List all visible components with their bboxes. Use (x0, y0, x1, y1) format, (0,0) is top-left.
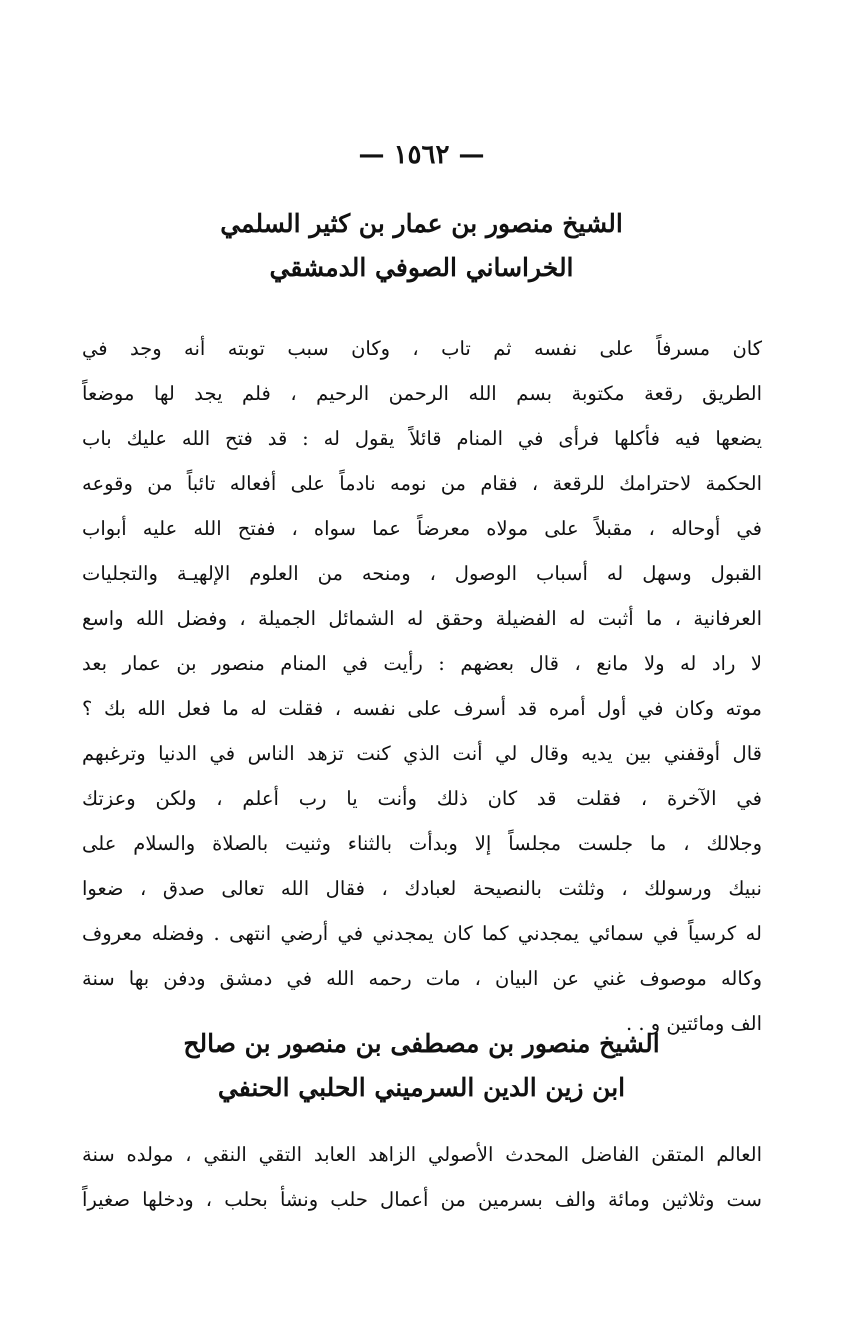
entry-body-mansur-ibn-mustafa (82, 1132, 762, 1222)
text-line: في الآخرة ، فقلت قد كان ذلك وأنت يا رب أعلم ، ولكن وعزتك (82, 787, 762, 810)
text-line: نبيك ورسولك ، وثلثت بالنصيحة لعبادك ، فقال الله تعالى صدق ، ضعوا (82, 877, 762, 900)
text-line: الحكمة لاحترامك للرقعة ، فقام من نومه نادماً على أفعاله تائباً من وقوعه (82, 472, 762, 495)
text-line: يضعها فيه فأكلها فرأى في المنام قائلاً يقول له : قد فتح الله عليك باب (82, 427, 762, 450)
text-line: العالم المتقن الفاضل المحدث الأصولي الزاهد العابد التقي النقي ، مولده سنة (82, 1143, 762, 1166)
page-number: — ١٥٦٢ — (358, 140, 485, 170)
text-line: قال أوقفني بين يديه وقال لي أنت الذي كنت تزهد الناس في الدنيا وترغبهم (82, 742, 762, 765)
text-line: موته وكان في أول أمره قد أسرف على نفسه ، فقلت له ما فعل الله بك ؟ (82, 697, 762, 720)
text-line: ست وثلاثين ومائة والف بسرمين من أعمال حلب ونشأ بحلب ، ودخلها صغيراً (82, 1188, 762, 1211)
text-line: وكاله موصوف غني عن البيان ، مات رحمه الله في دمشق ودفن بها سنة (82, 967, 762, 990)
entry-title-line: الشيخ منصور بن عمار بن كثير السلمي (220, 209, 623, 238)
text-line: وجلالك ، ما جلست مجلساً إلا وبدأت بالثناء وثنيت بالصلاة والسلام على (82, 832, 762, 855)
text-line: لا راد له ولا مانع ، قال بعضهم : رأيت في المنام منصور بن عمار بعد (82, 652, 762, 675)
text-line: العرفانية ، ما أثبت له الفضيلة وحقق له الشمائل الجميلة ، وفضل الله واسع (82, 607, 762, 630)
entry-body-mansur-ibn-ammar (82, 326, 762, 1046)
entry-title-mansur-ibn-mustafa (0, 1022, 843, 1110)
text-line: له كرسياً في سمائي يمجدني كما كان يمجدني في أرضي انتهى . وفضله معروف (82, 922, 762, 945)
text-line: في أوحاله ، مقبلاً على مولاه معرضاً عما سواه ، ففتح الله عليه أبواب (82, 517, 762, 540)
text-line: كان مسرفاً على نفسه ثم تاب ، وكان سبب توبته أنه وجد في (82, 337, 762, 360)
text-line: القبول وسهل له أسباب الوصول ، ومنحه من العلوم الإلهيـة والتجليات (82, 562, 762, 585)
entry-title-mansur-ibn-ammar (0, 202, 843, 290)
entry-title-line: الشيخ منصور بن مصطفى بن منصور بن صالح (183, 1029, 660, 1058)
entry-title-line: ابن زين الدين السرميني الحلبي الحنفي (217, 1073, 626, 1102)
text-line: الف ومائتين و . . (626, 1012, 762, 1035)
text-line: الطريق رقعة مكتوبة بسم الله الرحمن الرحيم ، فلم يجد لها موضعاً (82, 382, 762, 405)
entry-title-line: الخراساني الصوفي الدمشقي (269, 253, 574, 282)
